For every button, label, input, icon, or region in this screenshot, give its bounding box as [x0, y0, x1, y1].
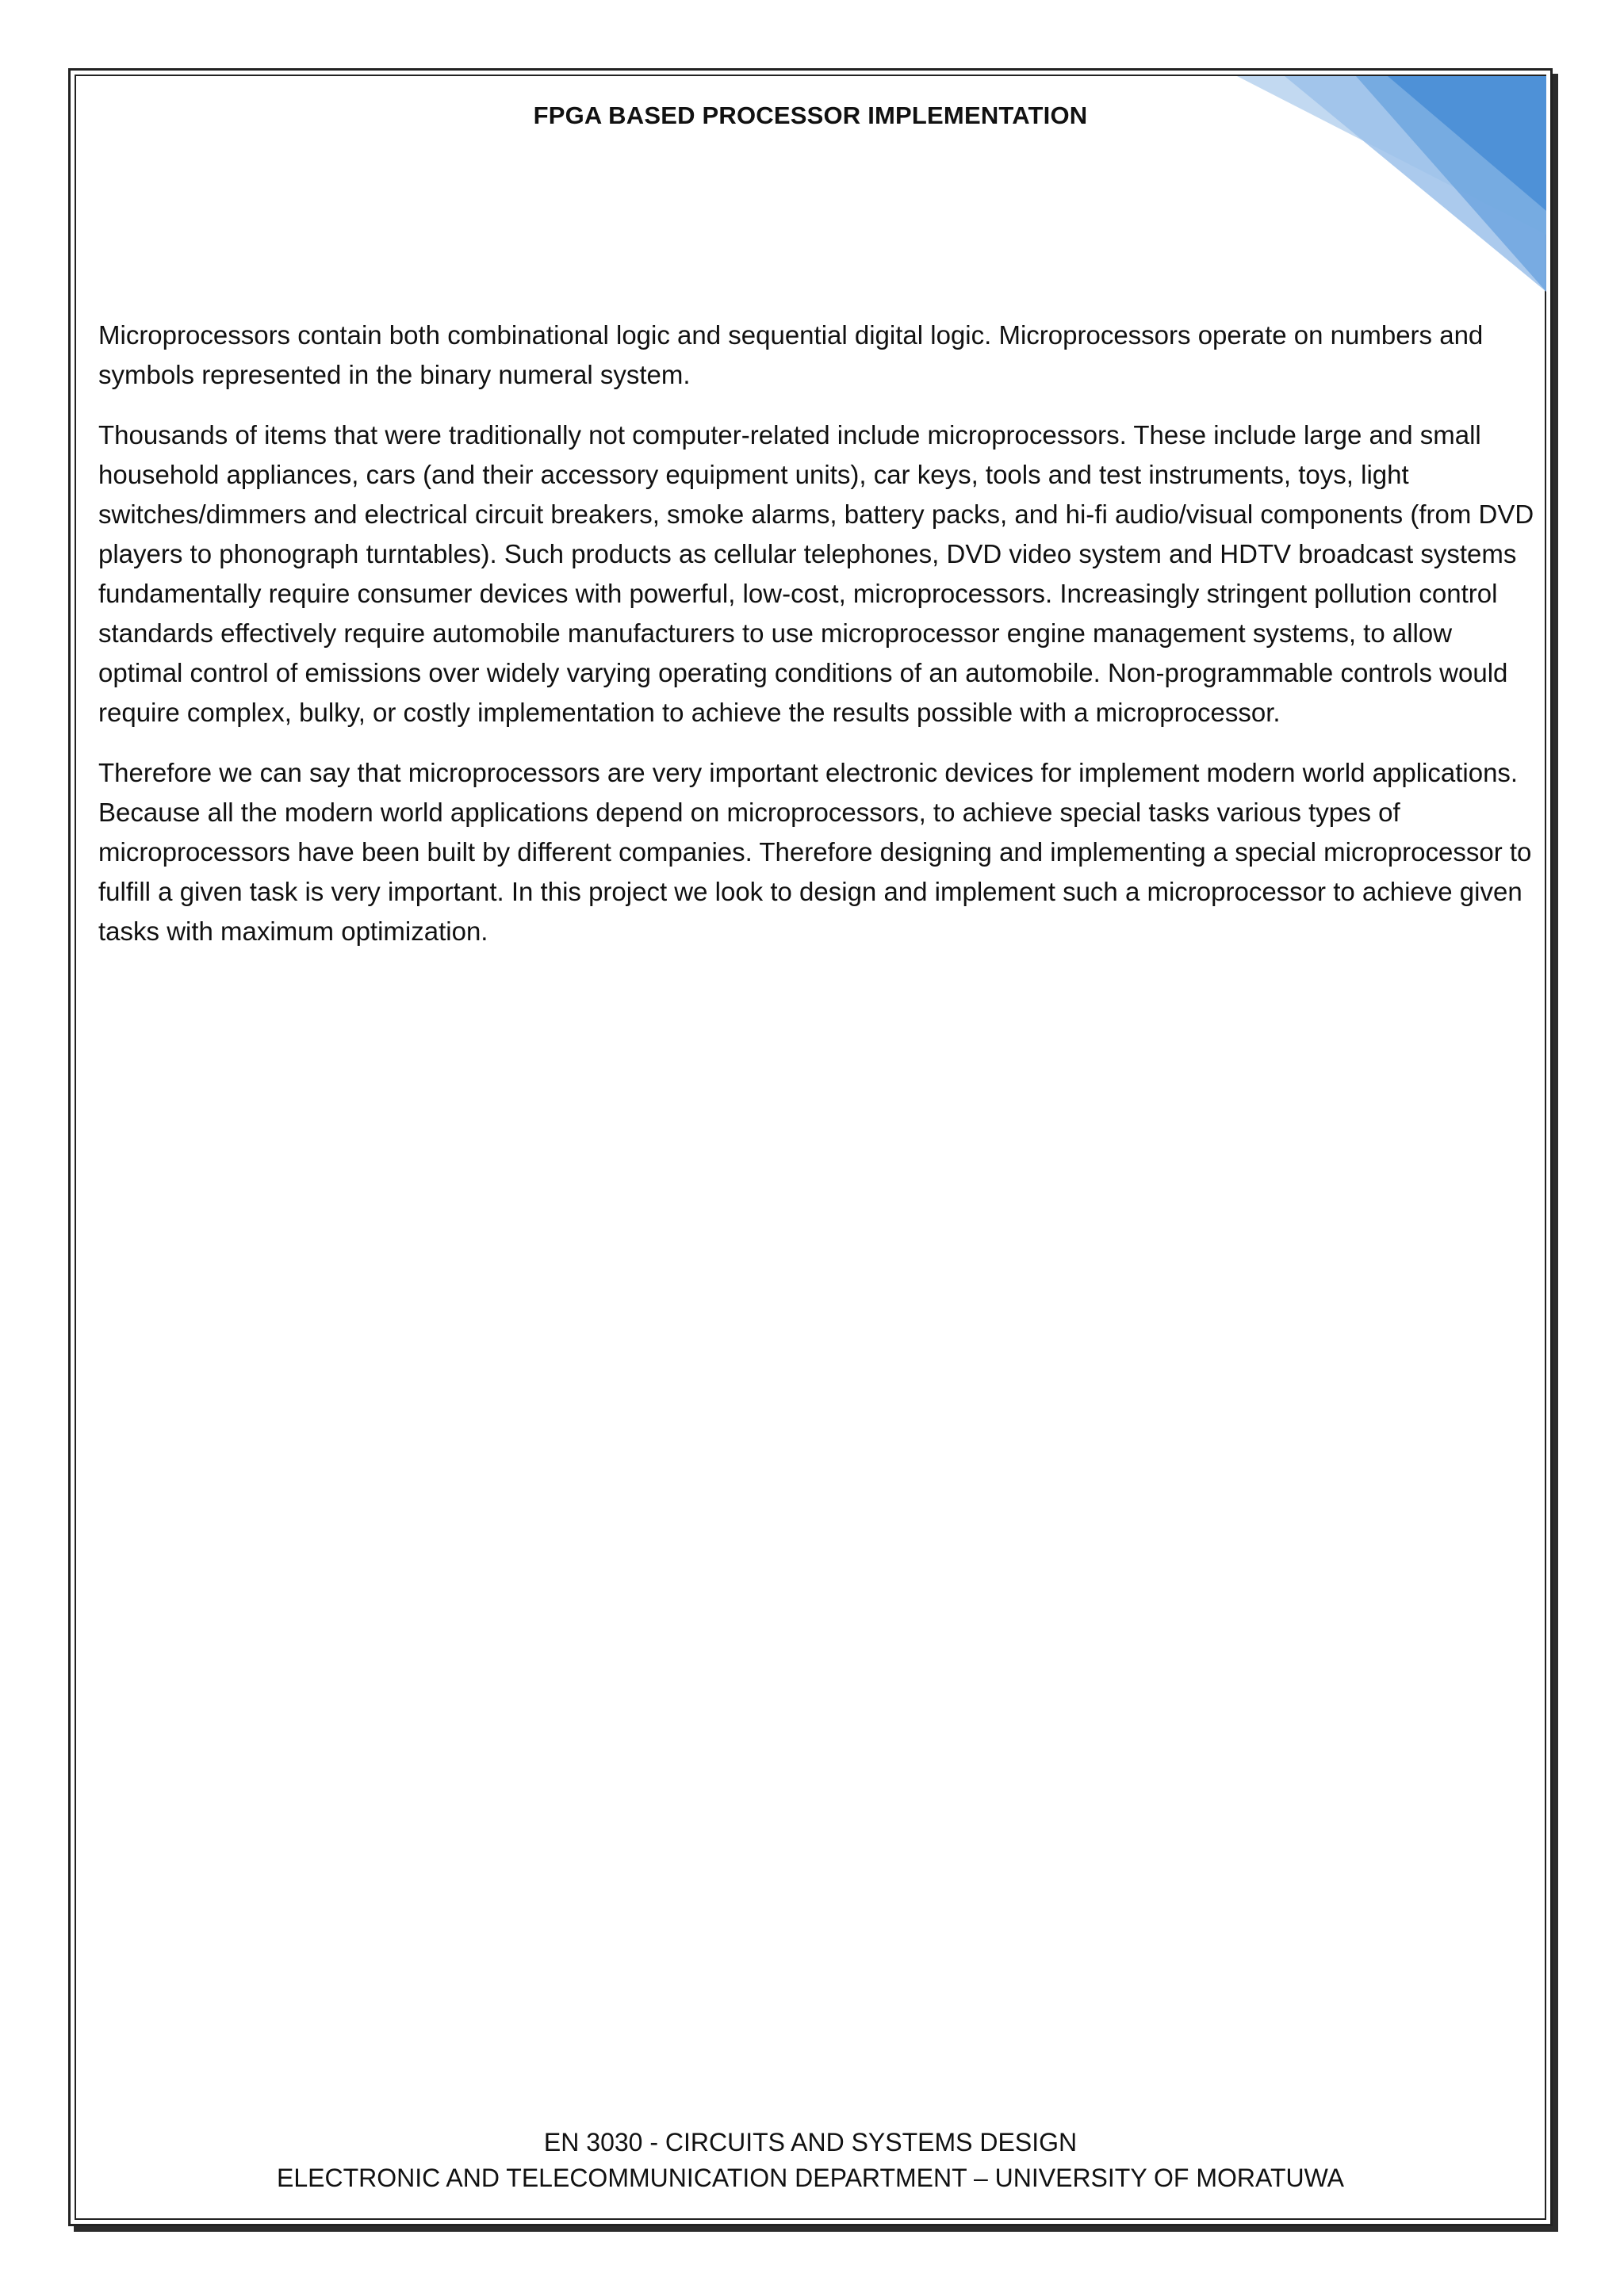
- paragraph: Thousands of items that were traditionally not computer-related include microprocessors. These include large and small household appliances, cars (and their accessory equipment units), car keys, tools and test instruments, toys, light switches/dimmers and electrical circuit breakers, smoke alarms, battery packs, and hi-fi audio/visual components (from DVD players to phonograph turntables). Such products as cellular telephones, DVD video system and HDTV broadcast systems fundamentally require consumer devices with powerful, low-cost, microprocessors. Increasingly stringent pollution control standards effectively require automobile manufacturers to use microprocessor engine management systems, to allow optimal control of emissions over widely varying operating conditions of an automobile. Non-programmable controls would require complex, bulky, or costly implementation to achieve the results possible with a microprocessor.: [98, 420, 1534, 727]
- paragraph: Therefore we can say that microprocessors are very important electronic devices for implement modern world applications. Because all the modern world applications depend on microprocessors, to achieve special tasks various types of microprocessors have been built by different companies. Therefore designing and implementing a special microprocessor to fulfill a given task is very important. In this project we look to design and implement such a microprocessor to achieve given tasks with maximum optimization.: [98, 758, 1532, 946]
- document-body: [98, 316, 1535, 972]
- page-header-title: FPGA BASED PROCESSOR IMPLEMENTATION: [533, 101, 1088, 129]
- footer-department-line: ELECTRONIC AND TELECOMMUNICATION DEPARTMENT – UNIVERSITY OF MORATUWA: [277, 2164, 1344, 2192]
- paragraph: Microprocessors contain both combinational logic and sequential digital logic. Microprocessors operate on numbers and symbols represented in the binary numeral system.: [98, 320, 1484, 389]
- page-footer: [76, 2125, 1545, 2196]
- footer-course-line: EN 3030 - CIRCUITS AND SYSTEMS DESIGN: [543, 2128, 1078, 2156]
